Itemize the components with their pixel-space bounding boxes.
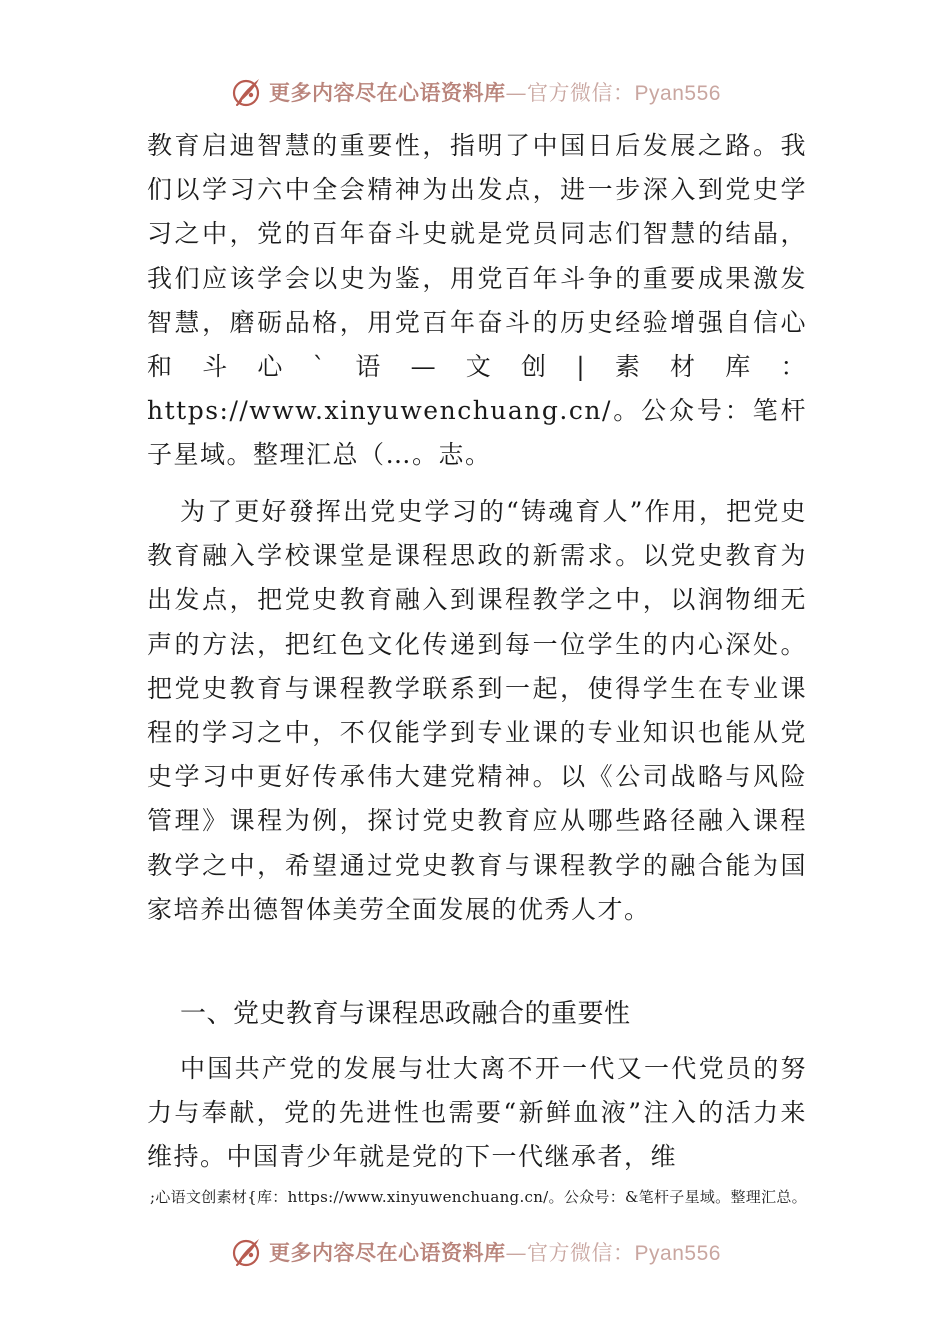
- section-heading: 一、党史教育与课程思政融合的重要性: [180, 999, 631, 1029]
- paragraph-2: 为了更好發挥出党史学习的“铸魂育人”作用，把党史教育融入学校课堂是课程思政的新需求。以党史教育为出发点，把党史教育融入到课程教学之中，以润物细无声的方法，把红色文化传递到每一位学生的内心深处。把党史教育与课程教学联系到一起，使得学生在专业课程的学习之中，不仅能学到专业课的专业知识也能从党史学习中更好传承伟大建党精神。以《公司战略与风险管理》课程为例，探讨党史教育应从哪些路径融入课程教学之中，希望通过党史教育与课程教学的融合能为国家培养出德智体美劳全面发展的优秀人才。: [147, 497, 807, 924]
- header-wechat-label: 官方微信：: [527, 81, 635, 105]
- quill-pen-logo-icon: [229, 75, 263, 109]
- paragraph-3: 中国共产党的发展与壮大离不开一代又一代党员的努力与奉献，党的先进性也需要“新鲜血液”注入的活力来维持。中国青少年就是党的下一代继承者，维: [147, 1054, 807, 1172]
- header-wechat-id: Pyan556: [634, 82, 721, 105]
- header-banner-text: [269, 77, 721, 107]
- quill-pen-logo-icon: [229, 1235, 263, 1269]
- footnote: ;心语文创素材{库：https://www.xinyuwenchuang.cn/。公众号：&笔杆子星域。整理汇总。: [150, 1188, 807, 1206]
- header-dash: —: [505, 81, 528, 105]
- header-watermark: [0, 72, 950, 112]
- footer-banner-text: [269, 1237, 721, 1267]
- footer-watermark: [0, 1232, 950, 1272]
- footer-wechat-id: Pyan556: [634, 1242, 721, 1265]
- paragraph-1: 教育启迪智慧的重要性，指明了中国日后发展之路。我们以学习六中全会精神为出发点，进一步深入到党史学习之中，党的百年奋斗史就是党员同志们智慧的结晶，我们应该学会以史为鉴，用党百年斗争的重要成果激发智慧，磨砺品格，用党百年奋斗的历史经验增强自信心和斗心`语—文创|素材库：https://www.xinyuwenchuang.cn/。公众号：笔杆子星域。整理汇总（…。志。: [147, 131, 807, 470]
- footer-dash: —: [505, 1241, 528, 1265]
- header-brand: 更多内容尽在心语资料库: [269, 80, 506, 105]
- footer-wechat-label: 官方微信：: [527, 1241, 635, 1265]
- footer-brand: 更多内容尽在心语资料库: [269, 1240, 506, 1265]
